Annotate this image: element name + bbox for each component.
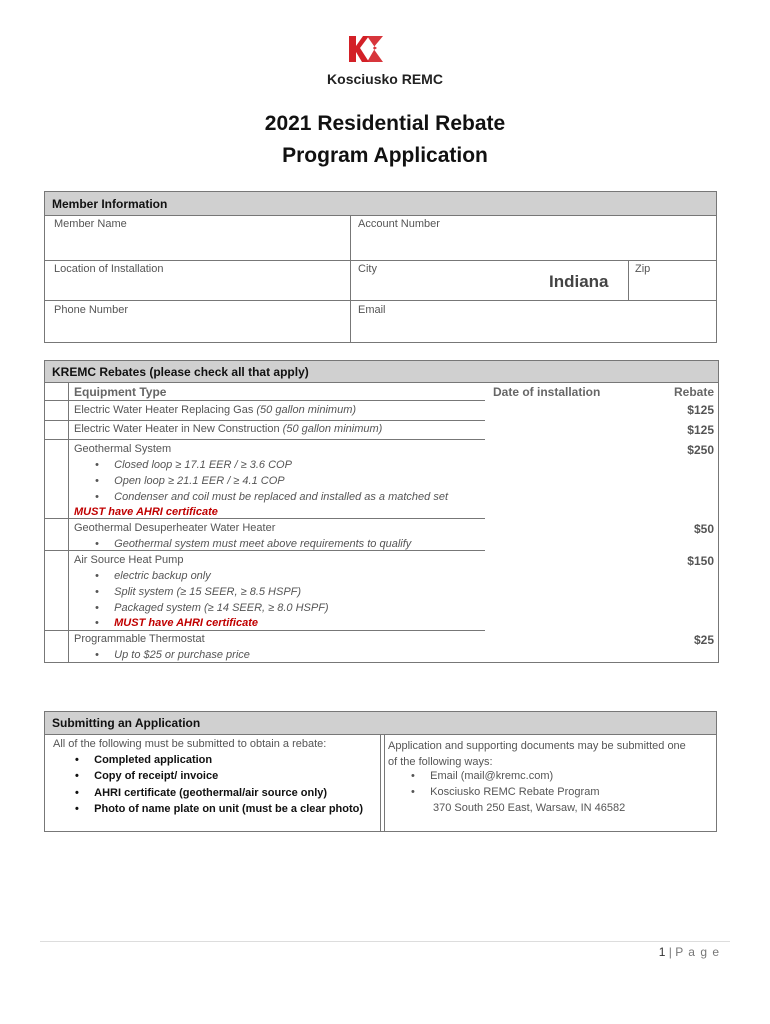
- phone-field[interactable]: Phone Number: [54, 304, 128, 316]
- bullet-item: • electric backup only: [95, 570, 211, 582]
- submit-heading: Submitting an Application: [45, 712, 716, 735]
- rebate-row-water-heater-gas: Electric Water Heater Replacing Gas (50 gallon minimum): [74, 404, 357, 416]
- list-item: • Email (mail@kremc.com): [411, 770, 554, 782]
- col-date-installation: Date of installation: [493, 385, 601, 399]
- member-name-field[interactable]: Member Name: [54, 218, 127, 230]
- mailing-address: 370 South 250 East, Warsaw, IN 46582: [433, 802, 626, 814]
- checkbox-water-heater-new[interactable]: [45, 421, 68, 439]
- checkbox-thermostat[interactable]: [45, 631, 68, 662]
- bullet-item: • Closed loop ≥ 17.1 EER / ≥ 3.6 COP: [95, 459, 292, 471]
- bullet-item: • Up to $25 or purchase price: [95, 649, 250, 661]
- page-number: 1: [658, 945, 666, 959]
- rebate-row-air-source: Air Source Heat Pump: [74, 554, 184, 566]
- rebate-price: $150: [687, 554, 714, 568]
- col-equipment-type: Equipment Type: [74, 385, 167, 399]
- member-info-heading: Member Information: [45, 192, 716, 216]
- page-title: 2021 Residential Rebate Program Application: [264, 112, 506, 167]
- rebate-row-thermostat: Programmable Thermostat: [74, 633, 205, 645]
- list-item: • Copy of receipt/ invoice: [75, 770, 219, 782]
- bullet-item: • Condenser and coil must be replaced and installed as a matched set: [95, 491, 449, 503]
- col-rebate: Rebate: [673, 385, 714, 399]
- submit-left-intro: All of the following must be submitted to obtain a rebate:: [53, 738, 327, 750]
- org-name: Kosciusko REMC: [327, 71, 443, 87]
- rebate-row-desuperheater: Geothermal Desuperheater Water Heater: [74, 522, 276, 534]
- rebate-price: $125: [687, 423, 714, 437]
- list-item: • AHRI certificate (geothermal/air source only): [75, 787, 328, 799]
- page-word: P a g e: [675, 945, 720, 959]
- rebate-price: $250: [687, 443, 714, 457]
- rebate-row-geothermal: Geothermal System: [74, 443, 172, 455]
- page-footer: 1 | P a g e: [658, 945, 720, 959]
- zip-field[interactable]: Zip: [635, 263, 651, 275]
- rebates-heading: KREMC Rebates (please check all that apply): [45, 361, 718, 383]
- kremc-logo-icon: [347, 34, 385, 64]
- checkbox-air-source[interactable]: [45, 551, 68, 630]
- list-item: • Photo of name plate on unit (must be a clear photo): [75, 803, 364, 815]
- member-info-section: [44, 191, 717, 343]
- checkbox-desuperheater[interactable]: [45, 519, 68, 550]
- city-field[interactable]: City: [358, 263, 377, 275]
- rebates-section: [44, 360, 719, 663]
- ahri-warning: MUST have AHRI certificate: [74, 506, 218, 518]
- list-item: • Kosciusko REMC Rebate Program: [411, 786, 600, 798]
- bullet-item: • Geothermal system must meet above requirements to qualify: [95, 538, 412, 550]
- bullet-item: • Split system (≥ 15 SEER, ≥ 8.5 HSPF): [95, 586, 302, 598]
- submit-right-intro: Application and supporting documents may be submitted one of the following ways:: [388, 740, 686, 768]
- rebate-row-water-heater-new: Electric Water Heater in New Construction (50 gallon minimum): [74, 423, 383, 435]
- rebate-price: $125: [687, 403, 714, 417]
- ahri-warning: • MUST have AHRI certificate: [95, 617, 258, 629]
- email-field[interactable]: Email: [358, 304, 386, 316]
- bullet-item: • Packaged system (≥ 14 SEER, ≥ 8.0 HSPF): [95, 602, 329, 614]
- account-number-field[interactable]: Account Number: [358, 218, 440, 230]
- bullet-item: • Open loop ≥ 21.1 EER / ≥ 4.1 COP: [95, 475, 285, 487]
- state-value: Indiana: [549, 272, 609, 291]
- checkbox-geothermal[interactable]: [45, 440, 68, 518]
- location-field[interactable]: Location of Installation: [54, 263, 164, 275]
- rebate-price: $25: [693, 633, 714, 647]
- list-item: • Completed application: [75, 754, 213, 766]
- rebate-price: $50: [693, 522, 714, 536]
- footer-divider: [40, 941, 730, 942]
- submit-section: [44, 711, 717, 832]
- checkbox-water-heater-gas[interactable]: [45, 401, 68, 420]
